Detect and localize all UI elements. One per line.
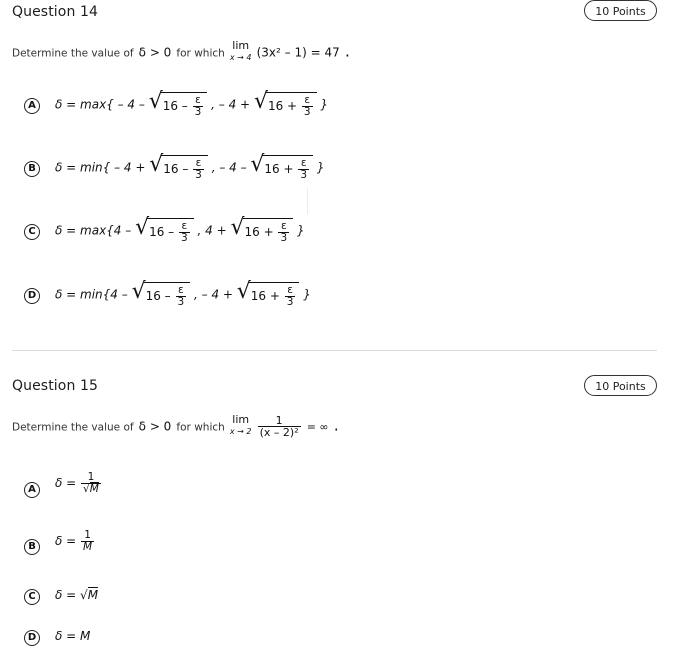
period: . xyxy=(344,41,350,61)
formula-prefix: δ = max{ – 4 – xyxy=(55,97,145,112)
formula-mid: , – 4 – xyxy=(211,160,247,175)
three: 3 xyxy=(303,106,311,118)
choice-a-radio[interactable]: A xyxy=(24,482,40,498)
three: 3 xyxy=(177,296,185,308)
lim-word: lim xyxy=(232,413,250,426)
formula-prefix: δ = min{ – 4 + xyxy=(55,160,146,175)
eps-fraction xyxy=(179,221,190,244)
eps: ε xyxy=(300,157,307,169)
three: 3 xyxy=(286,296,294,308)
formula-lhs: δ = xyxy=(55,534,77,548)
formula-mid: , – 4 + xyxy=(211,97,251,112)
choice-a-formula[interactable] xyxy=(55,89,329,118)
for-which-text: for which xyxy=(176,47,225,60)
fraction-denominator: √M xyxy=(83,483,99,495)
choice-c-radio[interactable]: C xyxy=(24,224,40,240)
sqrt-1: √ 16 – $\frac{\varepsilon}{3}$ xyxy=(149,92,208,118)
lim-subscript: x → 4 xyxy=(229,53,252,62)
fraction-numerator: 1 xyxy=(87,471,95,483)
eps: ε xyxy=(287,284,293,296)
delta-condition: δ > 0 xyxy=(138,45,172,60)
choice-a-radio[interactable]: A xyxy=(24,98,40,114)
choice-d-formula[interactable] xyxy=(55,279,311,308)
sqrt-2: √ 16 + $\frac{\varepsilon}{3}$ xyxy=(231,218,294,244)
formula-end: } xyxy=(316,160,325,175)
eps-fraction xyxy=(193,158,204,181)
radicand-text: 16 + xyxy=(267,99,298,113)
choice-b-radio[interactable]: B xyxy=(24,161,40,177)
limit-expression xyxy=(230,40,252,64)
eps-fraction xyxy=(298,158,309,181)
question-divider xyxy=(12,350,657,351)
question-15-title: Question 15 xyxy=(12,378,98,394)
question-14-title: Question 14 xyxy=(12,4,98,20)
choice-a-formula[interactable] xyxy=(55,472,102,495)
sqrt-2: √ 16 + $\frac{\varepsilon}{3}$ xyxy=(237,282,300,308)
prompt-text: Determine the value of xyxy=(12,47,134,60)
formula-prefix: δ = max{4 – xyxy=(55,223,132,238)
delta-condition: δ > 0 xyxy=(138,419,172,434)
radicand-text: 16 – xyxy=(149,225,175,239)
radicand: M xyxy=(89,483,99,495)
choice-c-radio[interactable]: C xyxy=(24,589,40,605)
formula-mid: , – 4 + xyxy=(194,287,233,302)
sqrt-2: √ 16 + $\frac{\varepsilon}{3}$ xyxy=(250,155,313,181)
radicand-text: 16 + xyxy=(250,289,280,303)
formula-end: } xyxy=(303,287,311,302)
limit-body: (3x² – 1) = 47 xyxy=(256,45,340,60)
formula-fraction xyxy=(81,472,101,495)
prompt-text: Determine the value of xyxy=(12,421,134,434)
eps: ε xyxy=(304,94,311,106)
radicand-text: 16 + xyxy=(244,225,274,239)
fraction-denominator: M xyxy=(83,541,93,553)
question-15-points-badge: 10 Points xyxy=(584,375,657,396)
formula-end: } xyxy=(320,97,329,112)
radicand: M xyxy=(87,588,99,602)
eps: ε xyxy=(280,220,287,232)
choice-c-formula[interactable] xyxy=(55,215,305,244)
formula-fraction xyxy=(81,530,94,553)
three: 3 xyxy=(194,106,202,118)
formula-lhs: δ = xyxy=(55,476,77,490)
eps-fraction xyxy=(285,285,296,308)
three: 3 xyxy=(280,232,288,244)
question-15-prompt xyxy=(12,414,339,438)
three: 3 xyxy=(181,232,188,244)
choice-b-formula[interactable] xyxy=(55,530,95,553)
formula-prefix: δ = min{4 – xyxy=(55,287,128,302)
choice-d-formula[interactable]: δ = M xyxy=(55,629,91,643)
sqrt-2: √ 16 + $\frac{\varepsilon}{3}$ xyxy=(254,92,317,118)
fraction-numerator: 1 xyxy=(275,413,283,427)
eps: ε xyxy=(178,284,184,296)
sqrt-symbol: √ xyxy=(80,588,88,602)
radicand-text: 16 – xyxy=(163,162,189,176)
choice-d-radio[interactable]: D xyxy=(24,630,40,646)
question-14-prompt xyxy=(12,40,350,64)
faint-divider xyxy=(307,188,308,214)
radicand-text: 16 – xyxy=(145,289,171,303)
eps-fraction xyxy=(302,95,313,118)
eps-fraction xyxy=(193,95,204,118)
eps: ε xyxy=(195,157,202,169)
choice-b-radio[interactable]: B xyxy=(24,539,40,555)
eps-fraction xyxy=(278,221,289,244)
radicand-text: 16 – xyxy=(162,99,188,113)
for-which-text: for which xyxy=(176,421,225,434)
fraction-numerator: 1 xyxy=(84,529,91,541)
fraction-denominator: (x – 2)² xyxy=(259,425,299,439)
eps: ε xyxy=(181,220,188,232)
choice-b-formula[interactable] xyxy=(55,152,325,181)
sqrt-1: √ 16 – $\frac{\varepsilon}{3}$ xyxy=(149,155,208,181)
eps-fraction xyxy=(176,285,187,308)
formula-lhs: δ = xyxy=(55,588,77,602)
equals-infinity: = ∞ xyxy=(306,420,329,434)
choice-d-radio[interactable]: D xyxy=(24,288,40,304)
radicand-text: 16 + xyxy=(264,162,294,176)
eps: ε xyxy=(195,94,201,106)
lim-word: lim xyxy=(232,39,250,52)
three: 3 xyxy=(195,169,202,181)
sqrt-1: √ 16 – $\frac{\varepsilon}{3}$ xyxy=(135,218,194,244)
formula-end: } xyxy=(296,223,305,238)
limit-expression xyxy=(230,414,252,438)
choice-c-formula[interactable] xyxy=(55,588,98,602)
sqrt-1: √ 16 – $\frac{\varepsilon}{3}$ xyxy=(132,282,191,308)
lim-subscript: x → 2 xyxy=(229,427,252,436)
limit-fraction xyxy=(258,415,301,438)
period: . xyxy=(333,415,339,435)
question-14-points-badge: 10 Points xyxy=(584,0,657,21)
three: 3 xyxy=(300,169,308,181)
formula-mid: , 4 + xyxy=(197,223,227,238)
